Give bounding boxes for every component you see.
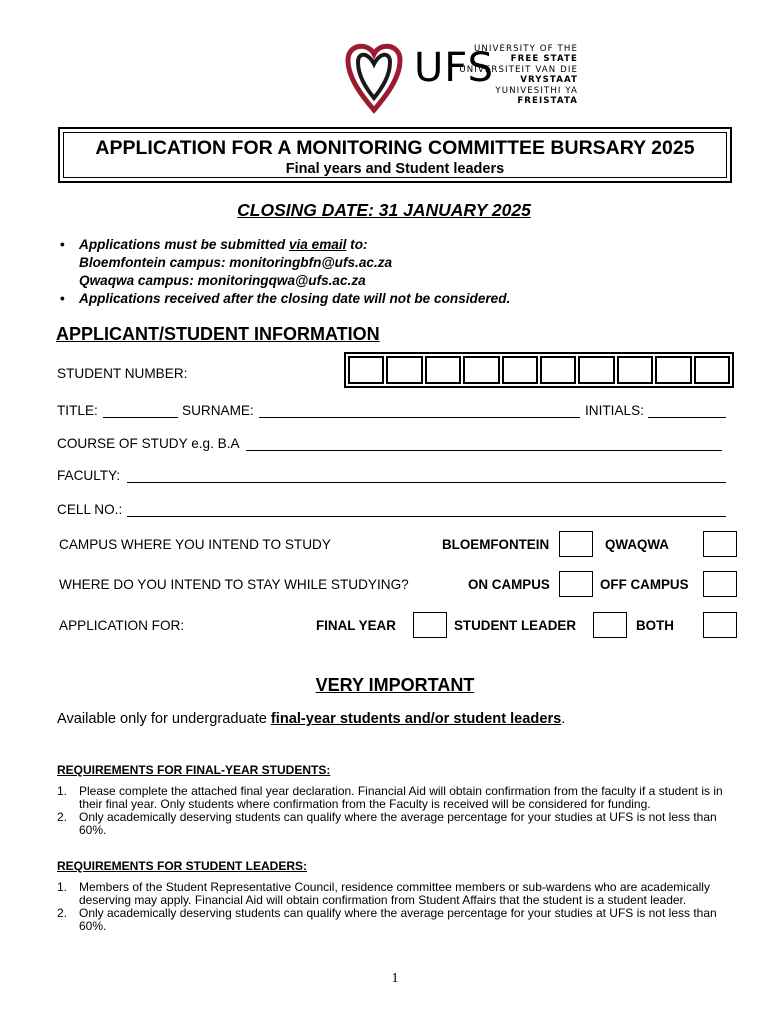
digit-box[interactable]	[463, 356, 499, 384]
logo-line-6: FREISTATA	[517, 96, 578, 107]
list-text: Members of the Student Representative Council, residence committee members or sub-wardens who are academically deserving may apply. Financial Aid will obtain confirmation from Student Affairs that the student is a student leader.	[79, 880, 710, 907]
requirements-final-year-list	[57, 785, 737, 837]
list-text: Only academically deserving students can qualify where the average percentage for your studies at UFS is not less than 60%.	[79, 906, 717, 933]
availability-note	[57, 711, 565, 727]
page-number: 1	[391, 971, 399, 986]
bullet-1-prefix: Applications must be submitted	[79, 237, 289, 252]
logo-abbreviation: UFS	[414, 45, 494, 91]
submission-instructions	[58, 236, 510, 308]
list-item	[57, 907, 737, 933]
campus-label: CAMPUS WHERE YOU INTEND TO STUDY	[59, 537, 331, 552]
title-label: TITLE:	[57, 403, 98, 418]
digit-box[interactable]	[386, 356, 422, 384]
closing-date: CLOSING DATE: 31 JANUARY 2025	[237, 200, 531, 220]
list-item	[57, 881, 737, 907]
title-field[interactable]	[103, 417, 178, 418]
application-for-label: APPLICATION FOR:	[59, 618, 185, 633]
logo-line-1: UNIVERSITY OF THE	[473, 44, 578, 54]
page-subtitle: Final years and Student leaders	[285, 161, 505, 177]
bloemfontein-checkbox[interactable]	[559, 531, 593, 557]
list-number: 1.	[57, 880, 68, 894]
off-campus-checkbox[interactable]	[703, 571, 737, 597]
bullet-item	[58, 236, 510, 254]
initials-field[interactable]	[648, 417, 726, 418]
surname-field[interactable]	[259, 417, 580, 418]
qwaqwa-email: Qwaqwa campus: monitoringqwa@ufs.ac.za	[79, 273, 366, 288]
page-title: APPLICATION FOR A MONITORING COMMITTEE BURSARY 2025	[95, 137, 695, 159]
very-important-heading: VERY IMPORTANT	[315, 675, 475, 695]
title-box-inner	[63, 132, 727, 178]
both-checkbox[interactable]	[703, 612, 737, 638]
ufs-emblem-icon	[338, 38, 410, 114]
availability-emphasis: final-year students and/or student leaders	[270, 711, 562, 727]
digit-box[interactable]	[540, 356, 576, 384]
digit-box[interactable]	[655, 356, 691, 384]
final-year-checkbox[interactable]	[413, 612, 447, 638]
list-number: 1.	[57, 784, 68, 798]
digit-box[interactable]	[348, 356, 384, 384]
list-item	[57, 811, 737, 837]
qwaqwa-label: QWAQWA	[605, 537, 669, 552]
bullet-icon: •	[60, 237, 65, 252]
logo-line-2: FREE STATE	[510, 54, 578, 65]
course-field[interactable]	[246, 450, 722, 451]
student-number-label: STUDENT NUMBER:	[57, 366, 188, 381]
student-number-input[interactable]	[344, 352, 734, 388]
on-campus-label: ON CAMPUS	[468, 577, 550, 592]
final-year-label: FINAL YEAR	[316, 618, 396, 633]
bloemfontein-email: Bloemfontein campus: monitoringbfn@ufs.ac.za	[79, 255, 393, 270]
section-heading-applicant: APPLICANT/STUDENT INFORMATION	[56, 324, 380, 344]
digit-box[interactable]	[694, 356, 730, 384]
both-label: BOTH	[636, 618, 674, 633]
digit-box[interactable]	[425, 356, 461, 384]
requirements-leaders-heading: REQUIREMENTS FOR STUDENT LEADERS:	[57, 859, 308, 873]
faculty-label: FACULTY:	[57, 468, 121, 483]
logo-line-3: UNIVERSITEIT VAN DIE	[459, 64, 578, 75]
on-campus-checkbox[interactable]	[559, 571, 593, 597]
student-leader-checkbox[interactable]	[593, 612, 627, 638]
list-number: 2.	[57, 810, 68, 824]
digit-box[interactable]	[578, 356, 614, 384]
surname-label: SURNAME:	[182, 403, 254, 418]
bullet-icon: •	[60, 291, 65, 306]
cell-field[interactable]	[127, 516, 726, 517]
bloemfontein-label: BLOEMFONTEIN	[442, 537, 550, 552]
requirements-leaders-list	[57, 881, 737, 933]
requirements-final-year-heading: REQUIREMENTS FOR FINAL-YEAR STUDENTS:	[57, 763, 331, 777]
availability-suffix: .	[561, 711, 566, 727]
cell-label: CELL NO.:	[57, 502, 123, 517]
course-label: COURSE OF STUDY e.g. B.A	[57, 436, 240, 451]
logo-line-4: VRYSTAAT	[520, 75, 578, 86]
stay-label: WHERE DO YOU INTEND TO STAY WHILE STUDYING?	[59, 577, 409, 592]
list-item	[57, 785, 737, 811]
digit-box[interactable]	[617, 356, 653, 384]
bullet-2-text: Applications received after the closing date will not be considered.	[79, 291, 511, 306]
list-text: Only academically deserving students can qualify where the average percentage for your studies at UFS is not less than 60%.	[79, 810, 717, 837]
faculty-field[interactable]	[127, 482, 726, 483]
bullet-1-suffix: to:	[346, 237, 368, 252]
off-campus-label: OFF CAMPUS	[600, 577, 689, 592]
digit-box[interactable]	[502, 356, 538, 384]
qwaqwa-checkbox[interactable]	[703, 531, 737, 557]
list-number: 2.	[57, 906, 68, 920]
list-text: Please complete the attached final year declaration. Financial Aid will obtain confirmation from the faculty if a student is in their final year. Only students where confirmation from the Faculty is received will be considered for funding.	[79, 784, 723, 811]
via-email-text: via email	[288, 237, 347, 252]
bullet-item	[58, 290, 510, 308]
student-leader-label: STUDENT LEADER	[454, 618, 577, 633]
logo-line-5: YUNIVESITHI YA	[495, 85, 578, 96]
availability-prefix: Available only for undergraduate	[57, 711, 271, 727]
title-box	[58, 127, 732, 183]
initials-label: INITIALS:	[585, 403, 644, 418]
